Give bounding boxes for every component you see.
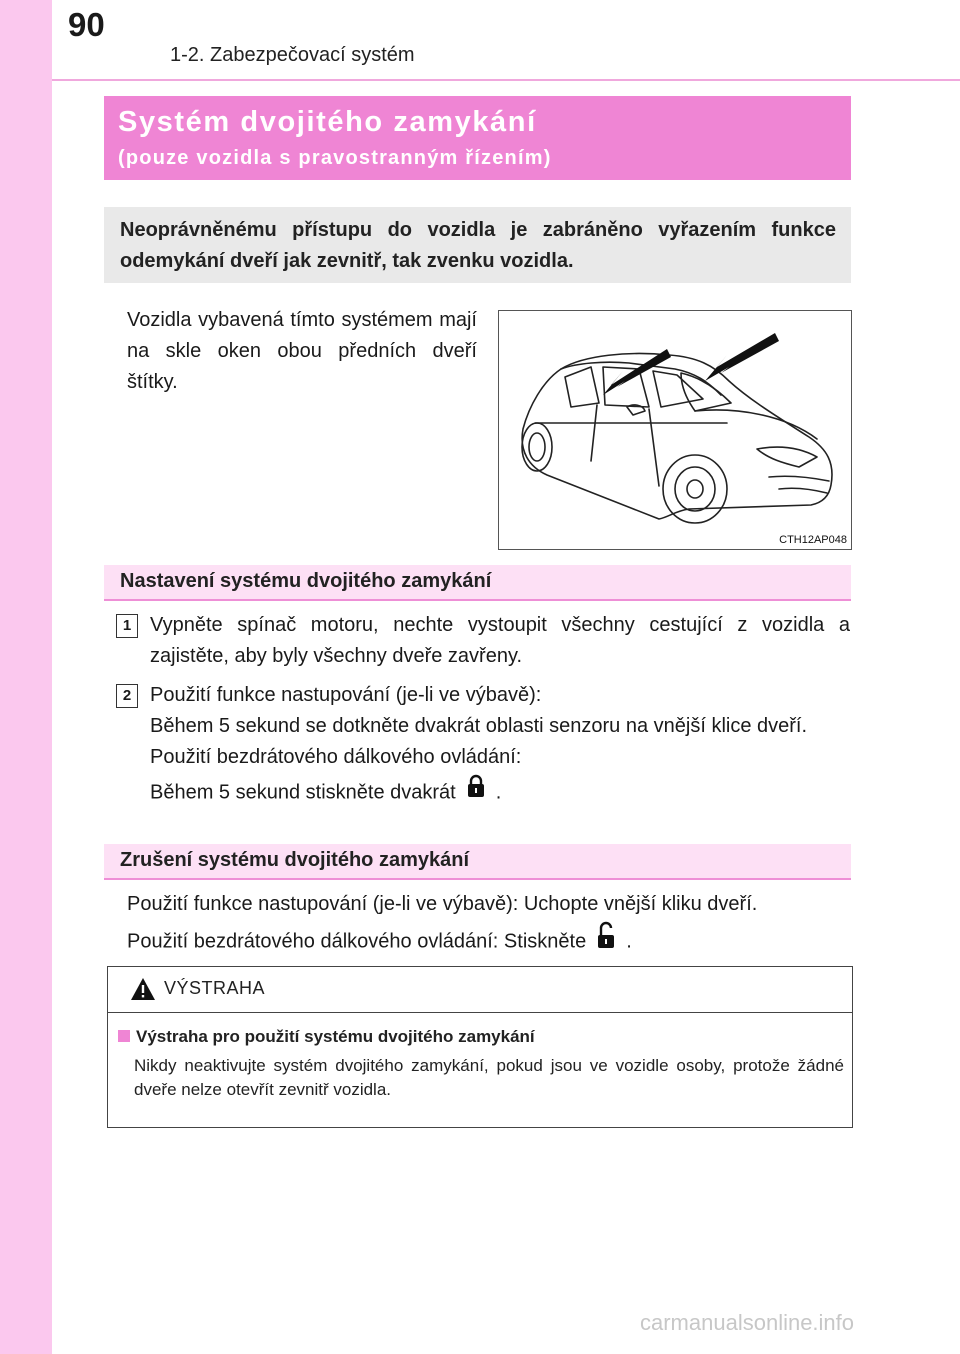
intro-text: Neoprávněnému přístupu do vozidla je zabráněno vyřazením funkce odemykání dveří jak zevnitř, tak zvenku vozidla. bbox=[120, 219, 836, 272]
warning-label: VÝSTRAHA bbox=[164, 978, 266, 998]
watermark: carmanualsonline.info bbox=[640, 1310, 855, 1335]
warning-header bbox=[108, 967, 852, 1013]
pink-square-bullet-icon bbox=[118, 1030, 130, 1042]
warning-triangle-icon bbox=[130, 977, 156, 1006]
warning-body: Nikdy neaktivujte systém dvojitého zamykání, pokud jsou ve vozidle osoby, protože žádné dveře nelze otevřít zevnitř vozidla. bbox=[134, 1056, 844, 1099]
step-2-line-4-end: . bbox=[495, 781, 502, 804]
warning-title-text: Výstraha pro použití systému dvojitého zamykání bbox=[136, 1027, 535, 1046]
illustration-code: CTH12AP048 bbox=[779, 534, 847, 546]
cancel-line-2 bbox=[127, 920, 632, 964]
page-subtitle: (pouze vozidla s pravostranným řízením) bbox=[118, 147, 552, 169]
step-2-text bbox=[150, 680, 850, 813]
side-tab-bar bbox=[0, 0, 52, 1354]
step-2-line-2: Během 5 sekund se dotkněte dvakrát oblasti senzoru na vnější klice dveří. bbox=[150, 715, 808, 737]
section-reference: 1-2. Zabezpečovací systém bbox=[170, 44, 415, 66]
header-divider bbox=[52, 79, 960, 81]
warning-title bbox=[118, 1027, 535, 1047]
warning-box bbox=[107, 966, 853, 1128]
page-number: 90 bbox=[68, 6, 105, 43]
setting-heading bbox=[104, 565, 851, 601]
cancel-heading-text: Zrušení systému dvojitého zamykání bbox=[120, 849, 469, 871]
car-drawing bbox=[499, 311, 851, 549]
intro-box bbox=[104, 207, 851, 283]
step-number-2: 2 bbox=[116, 684, 138, 708]
step-2-line-4-text: Během 5 sekund stiskněte dvakrát bbox=[150, 781, 456, 804]
unlock-icon bbox=[596, 920, 616, 960]
step-2-line-1: Použití funkce nastupování (je-li ve výbavě): bbox=[150, 684, 542, 706]
cancel-line-2-end: . bbox=[626, 930, 632, 953]
step-1-text: Vypněte spínač motoru, nechte vystoupit všechny cestující z vozidla a zajistěte, aby byly všechny dveře zavřeny. bbox=[150, 614, 850, 667]
step-2-line-3: Použití bezdrátového dálkového ovládání: bbox=[150, 746, 522, 768]
setting-heading-text: Nastavení systému dvojitého zamykání bbox=[120, 570, 492, 592]
car-illustration bbox=[498, 310, 852, 550]
cancel-line-2-text: Použití bezdrátového dálkového ovládání: Stiskněte bbox=[127, 930, 587, 953]
step-2-line-4 bbox=[150, 773, 850, 813]
step-number-1: 1 bbox=[116, 614, 138, 638]
title-banner bbox=[104, 96, 851, 180]
cancel-line-1: Použití funkce nastupování (je-li ve výbavě): Uchopte vnější kliku dveří. bbox=[127, 893, 758, 915]
body-paragraph: Vozidla vybavená tímto systémem mají na skle oken obou předních dveří štítky. bbox=[127, 309, 477, 393]
lock-icon bbox=[466, 773, 486, 809]
cancel-heading bbox=[104, 844, 851, 880]
page-title: Systém dvojitého zamykání bbox=[118, 106, 537, 138]
